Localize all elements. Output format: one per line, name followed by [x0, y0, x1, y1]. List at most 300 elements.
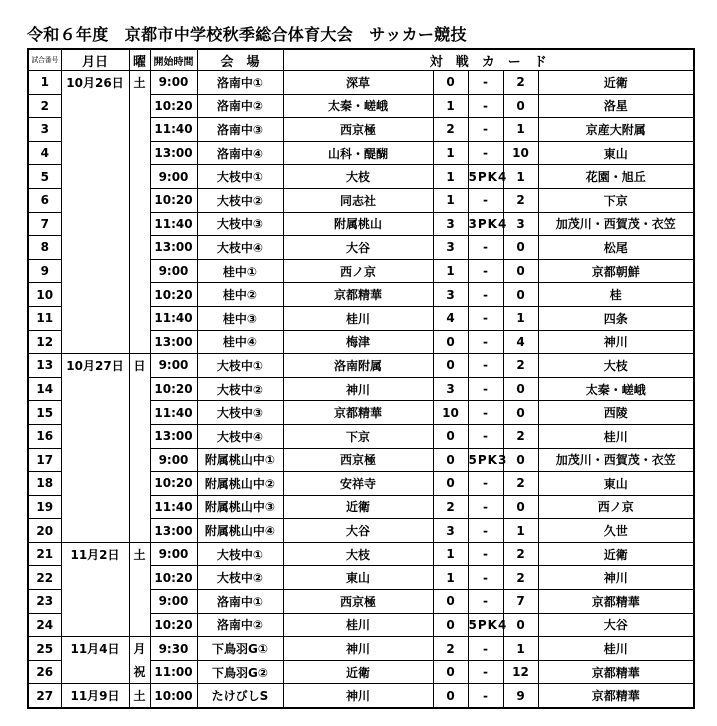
match-number: 3 [28, 118, 61, 142]
start-time: 11:40 [150, 495, 197, 519]
table-row [28, 519, 694, 543]
score-separator: - [468, 236, 503, 260]
score-separator: - [468, 118, 503, 142]
match-date [61, 613, 129, 637]
match-day [129, 613, 150, 637]
score-a: 1 [433, 566, 468, 590]
start-time: 11:00 [150, 660, 197, 684]
score-separator: - [468, 495, 503, 519]
venue: 大枝中② [197, 188, 283, 212]
match-number: 20 [28, 519, 61, 543]
table-row [28, 71, 694, 95]
venue: 大枝中③ [197, 401, 283, 425]
venue: 大枝中① [197, 354, 283, 378]
table-row [28, 637, 694, 661]
score-b: 2 [503, 566, 538, 590]
page-title: 令和６年度 京都市中学校秋季総合体育大会 サッカー競技 [27, 25, 467, 44]
match-number: 5 [28, 165, 61, 189]
venue: 桂中① [197, 259, 283, 283]
table-row [28, 94, 694, 118]
score-separator: - [468, 306, 503, 330]
start-time: 10:20 [150, 188, 197, 212]
match-number: 14 [28, 377, 61, 401]
venue: 大枝中① [197, 165, 283, 189]
match-day [129, 566, 150, 590]
team-a: 西京極 [283, 118, 433, 142]
venue: 桂中② [197, 283, 283, 307]
score-separator: - [468, 354, 503, 378]
match-day [129, 165, 150, 189]
team-b: 桂川 [538, 637, 694, 661]
score-a: 1 [433, 188, 468, 212]
team-a: 神川 [283, 377, 433, 401]
venue: 桂中③ [197, 306, 283, 330]
venue: 附属桃山中③ [197, 495, 283, 519]
score-separator: 5PK4 [468, 613, 503, 637]
venue: 附属桃山中② [197, 472, 283, 496]
table-row [28, 118, 694, 142]
score-b: 12 [503, 660, 538, 684]
score-b: 2 [503, 542, 538, 566]
team-b: 京産大附属 [538, 118, 694, 142]
score-separator: - [468, 330, 503, 354]
match-day [129, 141, 150, 165]
team-a: 大谷 [283, 236, 433, 260]
match-number: 16 [28, 424, 61, 448]
match-number: 19 [28, 495, 61, 519]
start-time: 9:00 [150, 165, 197, 189]
score-b: 1 [503, 519, 538, 543]
match-date [61, 472, 129, 496]
score-separator: - [468, 401, 503, 425]
venue: 大枝中④ [197, 236, 283, 260]
match-number: 4 [28, 141, 61, 165]
team-a: 桂川 [283, 306, 433, 330]
score-b: 0 [503, 283, 538, 307]
score-a: 0 [433, 71, 468, 95]
team-a: 神川 [283, 637, 433, 661]
start-time: 11:40 [150, 306, 197, 330]
match-date: 11月4日 [61, 637, 129, 661]
score-separator: - [468, 566, 503, 590]
match-day: 土 [129, 684, 150, 708]
team-b: 西ノ京 [538, 495, 694, 519]
match-date [61, 283, 129, 307]
score-separator: - [468, 71, 503, 95]
score-a: 1 [433, 542, 468, 566]
start-time: 13:00 [150, 236, 197, 260]
match-number: 15 [28, 401, 61, 425]
team-a: 近衛 [283, 495, 433, 519]
start-time: 10:20 [150, 472, 197, 496]
match-date [61, 94, 129, 118]
score-b: 2 [503, 188, 538, 212]
team-a: 京都精華 [283, 401, 433, 425]
team-a: 洛南附属 [283, 354, 433, 378]
table-row [28, 424, 694, 448]
team-a: 東山 [283, 566, 433, 590]
venue: 洛南中① [197, 590, 283, 614]
start-time: 9:00 [150, 354, 197, 378]
score-b: 0 [503, 236, 538, 260]
match-date [61, 236, 129, 260]
score-b: 0 [503, 448, 538, 472]
score-b: 3 [503, 212, 538, 236]
match-date [61, 590, 129, 614]
team-b: 四条 [538, 306, 694, 330]
start-time: 9:00 [150, 590, 197, 614]
start-time: 10:20 [150, 283, 197, 307]
table-row [28, 448, 694, 472]
score-b: 0 [503, 401, 538, 425]
match-day: 土 [129, 71, 150, 95]
score-a: 1 [433, 94, 468, 118]
score-separator: - [468, 188, 503, 212]
match-date: 10月27日 [61, 354, 129, 378]
team-a: 下京 [283, 424, 433, 448]
team-b: 近衛 [538, 542, 694, 566]
table-row [28, 590, 694, 614]
start-time: 11:40 [150, 212, 197, 236]
venue: 洛南中② [197, 613, 283, 637]
score-a: 10 [433, 401, 468, 425]
score-b: 1 [503, 637, 538, 661]
score-separator: 3PK4 [468, 212, 503, 236]
match-number: 26 [28, 660, 61, 684]
score-a: 2 [433, 495, 468, 519]
score-b: 1 [503, 118, 538, 142]
table-row [28, 542, 694, 566]
team-a: 西ノ京 [283, 259, 433, 283]
header-date: 月日 [61, 49, 129, 71]
match-date [61, 118, 129, 142]
score-b: 0 [503, 613, 538, 637]
match-day [129, 401, 150, 425]
team-a: 同志社 [283, 188, 433, 212]
match-day: 日 [129, 354, 150, 378]
match-date [61, 401, 129, 425]
match-day: 土 [129, 542, 150, 566]
match-day [129, 377, 150, 401]
header-venue: 会 場 [197, 49, 283, 71]
match-number: 11 [28, 306, 61, 330]
team-b: 桂川 [538, 424, 694, 448]
match-number: 12 [28, 330, 61, 354]
score-separator: - [468, 684, 503, 708]
match-number: 18 [28, 472, 61, 496]
venue: 洛南中① [197, 71, 283, 95]
table-row [28, 660, 694, 684]
score-a: 3 [433, 212, 468, 236]
match-number: 13 [28, 354, 61, 378]
score-separator: - [468, 141, 503, 165]
match-date: 10月26日 [61, 71, 129, 95]
score-b: 4 [503, 330, 538, 354]
start-time: 11:40 [150, 401, 197, 425]
start-time: 11:40 [150, 118, 197, 142]
venue: 附属桃山中① [197, 448, 283, 472]
header-matchup: 対 戦 カ ー ド [283, 49, 694, 71]
match-date [61, 330, 129, 354]
match-number: 22 [28, 566, 61, 590]
score-a: 0 [433, 472, 468, 496]
team-a: 近衛 [283, 660, 433, 684]
score-a: 2 [433, 637, 468, 661]
venue: 大枝中① [197, 542, 283, 566]
score-a: 4 [433, 306, 468, 330]
header-row [28, 49, 694, 71]
match-day [129, 259, 150, 283]
match-day [129, 283, 150, 307]
team-b: 太秦・嵯峨 [538, 377, 694, 401]
start-time: 9:00 [150, 71, 197, 95]
team-b: 花園・旭丘 [538, 165, 694, 189]
table-row [28, 306, 694, 330]
venue: 大枝中③ [197, 212, 283, 236]
match-day: 月 [129, 637, 150, 661]
start-time: 10:20 [150, 94, 197, 118]
match-date: 11月9日 [61, 684, 129, 708]
score-a: 0 [433, 448, 468, 472]
match-day [129, 330, 150, 354]
team-b: 東山 [538, 141, 694, 165]
team-b: 京都精華 [538, 660, 694, 684]
start-time: 13:00 [150, 424, 197, 448]
table-row [28, 212, 694, 236]
team-b: 松尾 [538, 236, 694, 260]
team-a: 神川 [283, 684, 433, 708]
table-row [28, 330, 694, 354]
venue: 洛南中② [197, 94, 283, 118]
match-date [61, 519, 129, 543]
score-separator: 5PK3 [468, 448, 503, 472]
score-b: 0 [503, 495, 538, 519]
score-b: 2 [503, 424, 538, 448]
match-day [129, 448, 150, 472]
match-date [61, 306, 129, 330]
match-date [61, 212, 129, 236]
team-b: 大谷 [538, 613, 694, 637]
table-row [28, 141, 694, 165]
match-day [129, 519, 150, 543]
score-b: 7 [503, 590, 538, 614]
match-date [61, 188, 129, 212]
match-number: 17 [28, 448, 61, 472]
match-number: 23 [28, 590, 61, 614]
start-time: 9:00 [150, 542, 197, 566]
score-separator: - [468, 259, 503, 283]
score-b: 0 [503, 377, 538, 401]
table-row [28, 377, 694, 401]
team-a: 桂川 [283, 613, 433, 637]
score-separator: - [468, 590, 503, 614]
match-number: 21 [28, 542, 61, 566]
score-a: 3 [433, 377, 468, 401]
table-row [28, 188, 694, 212]
match-number: 2 [28, 94, 61, 118]
match-number: 7 [28, 212, 61, 236]
match-day [129, 306, 150, 330]
team-b: 加茂川・西賀茂・衣笠 [538, 448, 694, 472]
team-a: 西京極 [283, 590, 433, 614]
team-b: 大枝 [538, 354, 694, 378]
score-a: 0 [433, 424, 468, 448]
score-a: 1 [433, 259, 468, 283]
match-day [129, 94, 150, 118]
match-day [129, 590, 150, 614]
team-a: 大枝 [283, 542, 433, 566]
start-time: 10:20 [150, 566, 197, 590]
start-time: 13:00 [150, 330, 197, 354]
team-b: 近衛 [538, 71, 694, 95]
score-separator: 5PK4 [468, 165, 503, 189]
score-separator: - [468, 542, 503, 566]
table-row [28, 613, 694, 637]
score-b: 2 [503, 472, 538, 496]
team-b: 京都精華 [538, 590, 694, 614]
table-row [28, 495, 694, 519]
match-date: 11月2日 [61, 542, 129, 566]
team-b: 京都精華 [538, 684, 694, 708]
score-a: 2 [433, 118, 468, 142]
match-number: 27 [28, 684, 61, 708]
score-b: 2 [503, 354, 538, 378]
match-number: 1 [28, 71, 61, 95]
header-day: 曜 [129, 49, 150, 71]
start-time: 13:00 [150, 519, 197, 543]
match-number: 10 [28, 283, 61, 307]
start-time: 10:00 [150, 684, 197, 708]
team-b: 久世 [538, 519, 694, 543]
team-b: 加茂川・西賀茂・衣笠 [538, 212, 694, 236]
match-date [61, 566, 129, 590]
team-a: 太秦・嵯峨 [283, 94, 433, 118]
start-time: 10:20 [150, 377, 197, 401]
match-date [61, 165, 129, 189]
table-row [28, 165, 694, 189]
team-a: 附属桃山 [283, 212, 433, 236]
venue: 大枝中② [197, 566, 283, 590]
team-a: 大枝 [283, 165, 433, 189]
score-b: 1 [503, 306, 538, 330]
score-separator: - [468, 472, 503, 496]
table-row [28, 401, 694, 425]
venue: 下鳥羽G① [197, 637, 283, 661]
table-row [28, 283, 694, 307]
match-number: 24 [28, 613, 61, 637]
team-b: 西陵 [538, 401, 694, 425]
score-a: 3 [433, 283, 468, 307]
team-b: 京都朝鮮 [538, 259, 694, 283]
team-a: 京都精華 [283, 283, 433, 307]
score-separator: - [468, 637, 503, 661]
venue: 大枝中② [197, 377, 283, 401]
start-time: 13:00 [150, 141, 197, 165]
match-day [129, 118, 150, 142]
score-a: 0 [433, 330, 468, 354]
score-b: 2 [503, 71, 538, 95]
table-row [28, 472, 694, 496]
match-number: 9 [28, 259, 61, 283]
header-start-time: 開始時間 [150, 49, 197, 71]
match-date [61, 448, 129, 472]
match-day [129, 236, 150, 260]
match-day [129, 472, 150, 496]
match-number: 25 [28, 637, 61, 661]
header-match-number: 試合番号 [28, 49, 61, 71]
score-a: 1 [433, 141, 468, 165]
match-date [61, 660, 129, 684]
score-b: 1 [503, 165, 538, 189]
score-separator: - [468, 660, 503, 684]
match-day [129, 495, 150, 519]
team-b: 桂 [538, 283, 694, 307]
match-date [61, 141, 129, 165]
team-b: 洛星 [538, 94, 694, 118]
score-b: 0 [503, 94, 538, 118]
match-schedule-table [27, 48, 695, 709]
score-a: 3 [433, 236, 468, 260]
start-time: 9:30 [150, 637, 197, 661]
team-b: 神川 [538, 330, 694, 354]
venue: たけびしS [197, 684, 283, 708]
match-date [61, 377, 129, 401]
venue: 下鳥羽G② [197, 660, 283, 684]
team-b: 神川 [538, 566, 694, 590]
match-day [129, 212, 150, 236]
team-a: 大谷 [283, 519, 433, 543]
match-date [61, 424, 129, 448]
table-row [28, 354, 694, 378]
table-row [28, 259, 694, 283]
score-b: 9 [503, 684, 538, 708]
venue: 大枝中④ [197, 424, 283, 448]
venue: 洛南中④ [197, 141, 283, 165]
match-date [61, 495, 129, 519]
team-a: 山科・醍醐 [283, 141, 433, 165]
score-b: 10 [503, 141, 538, 165]
start-time: 9:00 [150, 448, 197, 472]
match-number: 8 [28, 236, 61, 260]
table-row [28, 684, 694, 708]
team-b: 東山 [538, 472, 694, 496]
team-b: 下京 [538, 188, 694, 212]
score-a: 0 [433, 590, 468, 614]
score-separator: - [468, 377, 503, 401]
team-a: 安祥寺 [283, 472, 433, 496]
score-a: 0 [433, 660, 468, 684]
match-day: 祝 [129, 660, 150, 684]
score-separator: - [468, 283, 503, 307]
score-a: 0 [433, 684, 468, 708]
score-a: 0 [433, 354, 468, 378]
score-separator: - [468, 94, 503, 118]
venue: 附属桃山中④ [197, 519, 283, 543]
score-separator: - [468, 519, 503, 543]
score-separator: - [468, 424, 503, 448]
match-date [61, 259, 129, 283]
score-b: 0 [503, 259, 538, 283]
team-a: 西京極 [283, 448, 433, 472]
team-a: 梅津 [283, 330, 433, 354]
table-row [28, 236, 694, 260]
match-day [129, 424, 150, 448]
score-a: 1 [433, 165, 468, 189]
venue: 洛南中③ [197, 118, 283, 142]
start-time: 9:00 [150, 259, 197, 283]
start-time: 10:20 [150, 613, 197, 637]
match-day [129, 188, 150, 212]
